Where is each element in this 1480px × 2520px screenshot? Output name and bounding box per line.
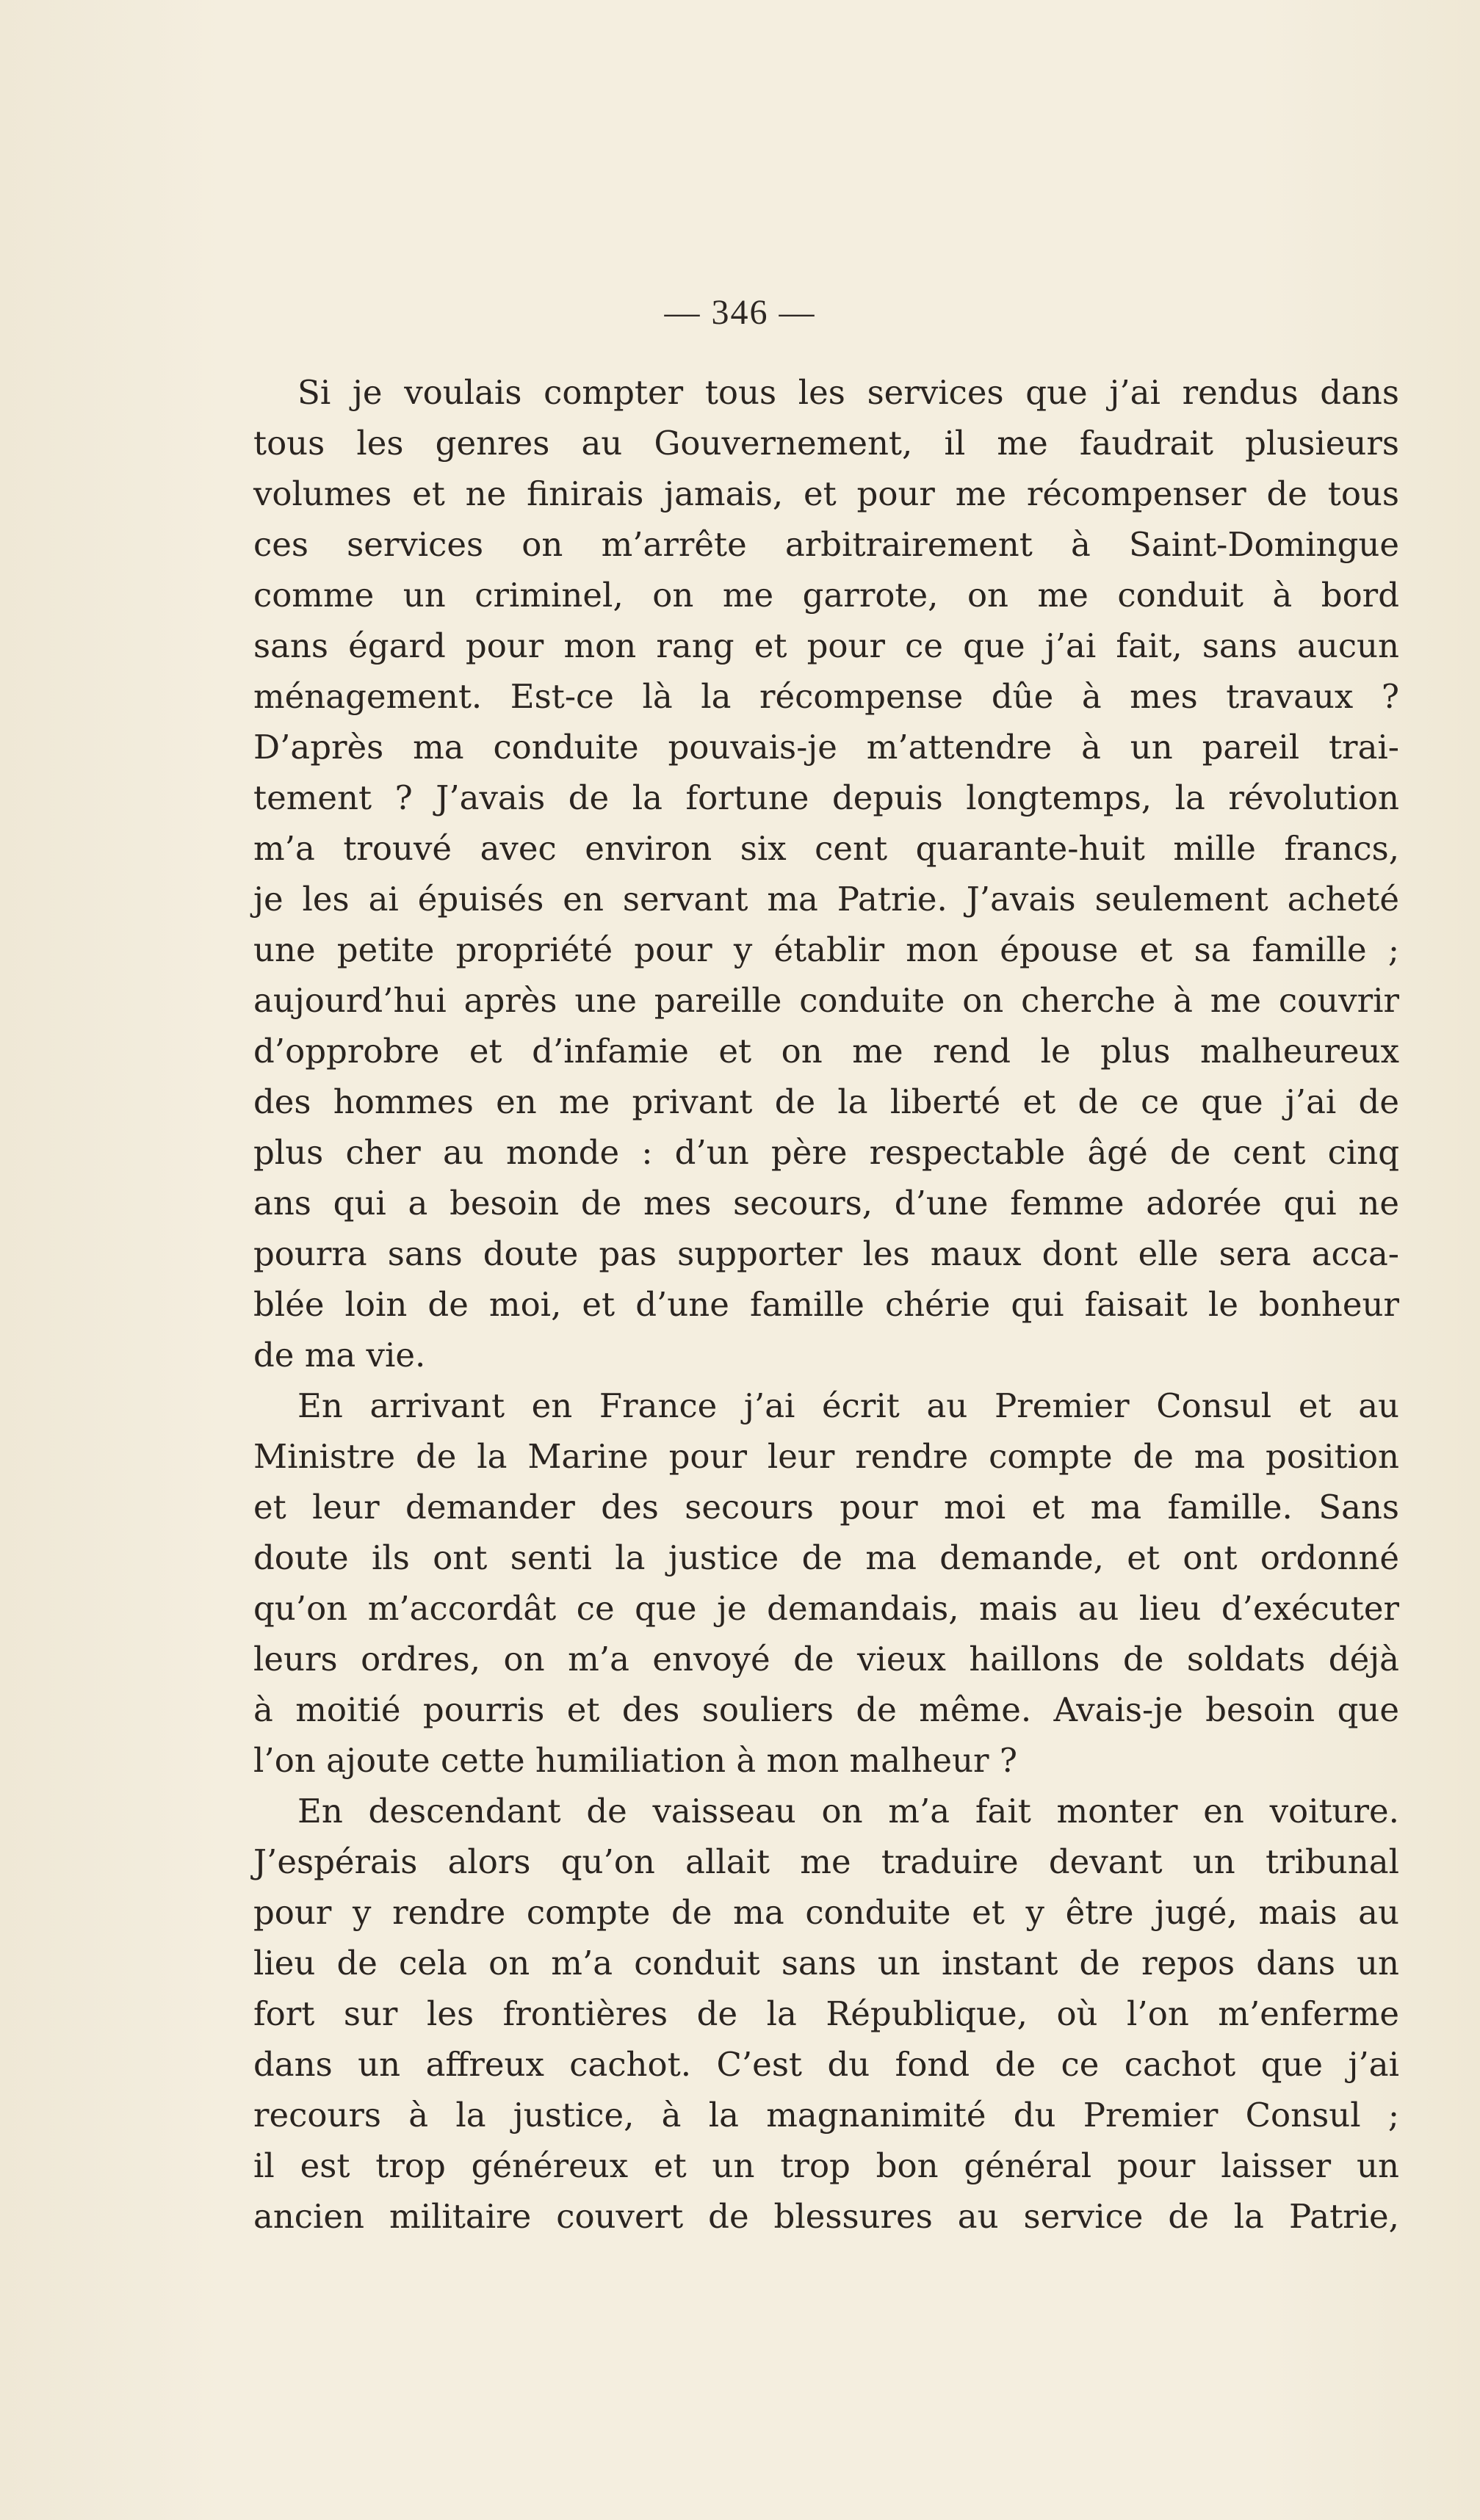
- text-line: ménagement. Est-ce là la récompense dûe à mes travaux ?: [253, 677, 1399, 716]
- text-line: Si je voulais compter tous les services que j’ai rendus dans: [297, 373, 1399, 412]
- text-line: comme un criminel, on me garrote, on me conduit à bord: [253, 576, 1399, 615]
- text-line: l’on ajoute cette humiliation à mon malheur ?: [253, 1741, 1017, 1780]
- text-line: fort sur les frontières de la République, où l’on m’enferme: [253, 1994, 1399, 2033]
- text-line: En arrivant en France j’ai écrit au Premier Consul et au: [297, 1386, 1399, 1425]
- text-line: lieu de cela on m’a conduit sans un instant de repos dans un: [253, 1944, 1399, 1983]
- text-line: aujourd’hui après une pareille conduite on cherche à me couvrir: [253, 981, 1399, 1020]
- text-line: tous les genres au Gouvernement, il me faudrait plusieurs: [253, 424, 1399, 463]
- text-line: plus cher au monde : d’un père respectable âgé de cent cinq: [253, 1133, 1399, 1172]
- text-line: et leur demander des secours pour moi et ma famille. Sans: [253, 1488, 1399, 1527]
- text-line: Ministre de la Marine pour leur rendre compte de ma position: [253, 1437, 1399, 1476]
- text-line: leurs ordres, on m’a envoyé de vieux haillons de soldats déjà: [253, 1640, 1399, 1679]
- text-line: des hommes en me privant de la liberté et de ce que j’ai de: [253, 1082, 1399, 1121]
- page-number: — 346 —: [664, 293, 816, 332]
- text-line: il est trop généreux et un trop bon général pour laisser un: [253, 2146, 1399, 2185]
- body-text: [253, 367, 1399, 2242]
- text-line: ces services on m’arrête arbitrairement à Saint-Domingue: [253, 525, 1399, 564]
- text-line: une petite propriété pour y établir mon épouse et sa famille ;: [253, 930, 1399, 969]
- text-line: blée loin de moi, et d’une famille chérie qui faisait le bonheur: [253, 1285, 1399, 1324]
- text-line: volumes et ne finirais jamais, et pour me récompenser de tous: [253, 474, 1399, 513]
- text-line: dans un affreux cachot. C’est du fond de ce cachot que j’ai: [253, 2045, 1399, 2084]
- text-line: recours à la justice, à la magnanimité du Premier Consul ;: [253, 2096, 1399, 2135]
- text-line: de ma vie.: [253, 1336, 426, 1375]
- text-line: pour y rendre compte de ma conduite et y être jugé, mais au: [253, 1893, 1399, 1932]
- text-line: ancien militaire couvert de blessures au service de la Patrie,: [253, 2197, 1399, 2236]
- text-line: doute ils ont senti la justice de ma demande, et ont ordonné: [253, 1538, 1399, 1577]
- text-line: pourra sans doute pas supporter les maux dont elle sera acca-: [253, 1234, 1399, 1273]
- text-line: je les ai épuisés en servant ma Patrie. J’avais seulement acheté: [253, 880, 1399, 919]
- text-line: En descendant de vaisseau on m’a fait monter en voiture.: [297, 1792, 1399, 1831]
- text-line: J’espérais alors qu’on allait me traduire devant un tribunal: [253, 1842, 1399, 1881]
- text-line: m’a trouvé avec environ six cent quarante-huit mille francs,: [253, 829, 1399, 868]
- text-line: D’après ma conduite pouvais-je m’attendre à un pareil trai-: [253, 728, 1399, 767]
- text-line: tement ? J’avais de la fortune depuis longtemps, la révolution: [253, 778, 1399, 817]
- text-line: à moitié pourris et des souliers de même. Avais-je besoin que: [253, 1690, 1399, 1729]
- text-line: ans qui a besoin de mes secours, d’une femme adorée qui ne: [253, 1184, 1399, 1223]
- text-line: sans égard pour mon rang et pour ce que j’ai fait, sans aucun: [253, 626, 1399, 665]
- text-line: qu’on m’accordât ce que je demandais, mais au lieu d’exécuter: [253, 1589, 1399, 1628]
- text-line: d’opprobre et d’infamie et on me rend le plus malheureux: [253, 1032, 1399, 1071]
